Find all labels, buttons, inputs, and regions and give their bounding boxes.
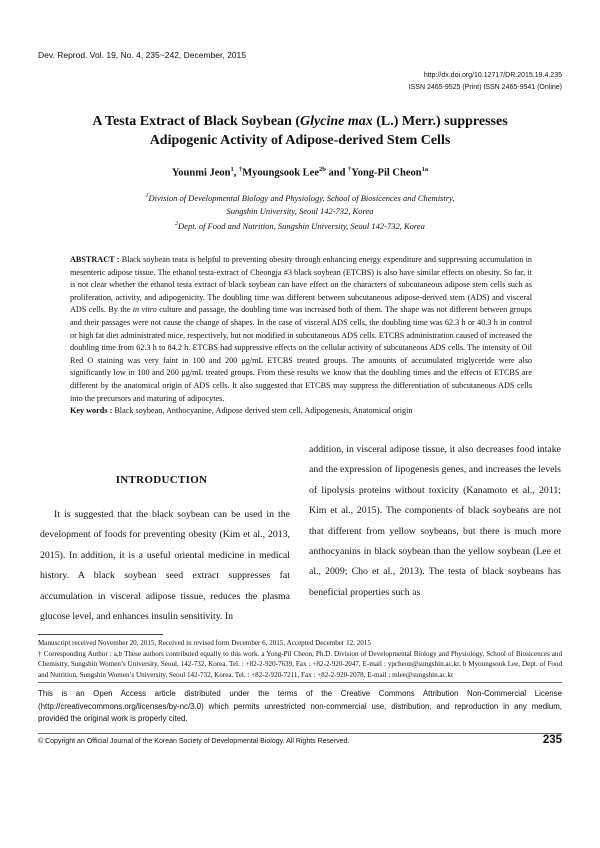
license-text: This is an Open Access article distributed under the terms of the Creative Commons Attribution Non-Commercial License (http://creativecommons.org/licenses/by-nc/3.0) which permits unrestricted non-commercial use, distribution, and reproduction in any medium, provided the original work is properly cited.: [38, 689, 562, 723]
author-3-sup: 1a: [421, 166, 429, 173]
affiliation-2-sup: 2: [175, 220, 179, 227]
author-1-sup: 1: [230, 166, 234, 173]
author-2-sup: 2b: [318, 166, 326, 173]
article-title: [40, 112, 560, 150]
abstract-body: [70, 254, 532, 405]
intro-left-column: It is suggested that the black soybean can be used in the development of foods for preventing obesity (Kim et al., 2013, 2015). In addition, it is a useful oriental medicine in medical history. A black soybean seed extract suppresses fat accumulation in visceral adipose tissue, reduces the plasma glucose level, and enhances insulin sensitivity. In: [40, 509, 290, 623]
affiliation-1: [40, 190, 560, 205]
copyright-notice: © Copyright an Official Journal of the Korean Society of Developmental Biology. All Rights Reserved.: [38, 738, 350, 745]
author-2: Myoungsook Lee: [242, 167, 319, 179]
author-2-dagger: †: [239, 166, 243, 173]
author-3-dagger: †: [348, 166, 352, 173]
keywords-label: Key words :: [70, 406, 113, 416]
page-number: 235: [542, 734, 562, 746]
affiliation-1-sup: 1: [145, 193, 149, 199]
footnotes: [38, 638, 562, 680]
journal-citation: Dev. Reprod. Vol. 19, No. 4, 235~242, December, 2015: [38, 50, 246, 60]
affiliation-2-text: Dept. of Food and Nutrition, Sungshin University, Seoul 142-732, Korea: [178, 220, 425, 231]
title-line2: Adipogenic Activity of Adipose-derived Stem Cells: [149, 133, 451, 148]
title-part1: A Testa Extract of Black Soybean (: [92, 114, 301, 129]
affiliations: [40, 190, 560, 233]
license-rule-bottom: [38, 733, 562, 734]
title-species: Glycine max: [300, 114, 373, 129]
section-heading-introduction: INTRODUCTION: [115, 474, 208, 486]
corresponding-author: † Corresponding Author : a,b These authors contributed equally to this work. a Yong-Pil Cheon, Ph.D. Division of Developmental Biology and Physiology, School of Biosicences and Chemistry, Sungshin Women’s University, Seoul, 142-732, Korea. Tel. : +82-2-920-7639, Fax : +82-2-920-2047, E-mail : ypcheon@sungshin.ac.kr, b Myoungsook Lee, Dept. of Food and Nutrition, Sungshin Women’s University, Seoul 142-732, Korea. Tel. : +82-2-920-7211, Fax : +82-2-920-2078, E-mail : mlee@sungshin.ac.kr: [38, 649, 562, 679]
abstract: [70, 254, 532, 418]
intro-right-column: addition, in visceral adipose tissue, it also decreases food intake and the expression of lipogenesis genes, and increases the levels of lipolysis proteins without toxicity (Kanamoto et al., 2011; Kim et al., 2015). The components of black soybeans are not that different from yellow soybeans, but there is much more anthocyanins in black soybean than the yellow soybean (Lee et al., 2009; Cho et al., 2013). The testa of black soybeans has beneficial properties such as: [309, 444, 561, 598]
affiliation-1-line1: Division of Developmental Biology and Physiology, School of Biosicences and Chemistry,: [148, 192, 455, 203]
keywords: [70, 405, 532, 418]
author-and: and: [325, 167, 349, 179]
author-1: Younmi Jeon: [171, 167, 231, 179]
author-3: Yong-Pil Cheon: [351, 167, 422, 179]
abstract-text-b: culture and passage, the doubling time was increased both of them. The shape was not different between groups and their passages were not cause the change of shapes. In the case of visceral ADS cells, the doubling time was 62.3 h or 40.3 h in control or high fat diet administrated mice, respectively, but not modified in subcutaneous ADS cells. ETCBS administration caused of increased the doubling time from 62.3 h to 84.2 h. ETCBS had suppressive effects on the cellular activity of subcutaneous ADS cells. The intensity of Oil Red O staining was very faint in 100 and 200 μg/mL ETCBS treated groups. The amounts of accumulated triglyceride were also significantly low in 100 and 200 μg/mL treated groups. From these results we know that the doubling times and the effects of ETCBS are different by the anatomical origin of ADS cells. It also suggested that ETCBS may suppress the differentiation of subcutaneous ADS cells into the precursors and maturing of adipocytes.: [70, 305, 532, 403]
author-list: Younmi Jeon$^1$, †Myoungsook Lee$^{2b}$ and †Yong-Pil Cheon$^{1a}$: [171, 166, 429, 179]
license-rule-top: [38, 682, 562, 683]
manuscript-dates: Manuscript received November 20, 2015, Received in revised form December 6, 2015, Accepted December 12, 2015: [38, 639, 371, 647]
title-part2: (L.) Merr.) suppresses: [372, 114, 508, 129]
abstract-in-vitro: in vitro: [132, 305, 157, 315]
doi-block: [409, 70, 562, 94]
keywords-text: Black soybean, Anthocyanine, Adipose derived stem cell, Adipogenesis, Anatomical origin: [112, 406, 413, 416]
issn-line: ISSN 2465-9525 (Print) ISSN 2465-9541 (Online): [408, 84, 562, 91]
affiliation-2: [40, 218, 560, 233]
affiliation-1-line2: Sungshin University, Seoul 142-732, Korea: [226, 205, 374, 216]
doi-link[interactable]: http://dx.doi.org/10.12717/DR.2015.19.4.235: [423, 72, 562, 79]
abstract-text-a: Black soybean teata is helpful to preventing obesity through enhancing energy expenditure and suppressing accumulation in mesenteric adipose tissue. The ethanol testa-extract of Cheongja #3 black soybean (ETCBS) is also have similar effects on obesity. So far, it is not clear whether the ethanol testa extract of black soybean can have effect on the characters of subcutaneous adipose stem cells such as proliferation, activity, and adipogenicity. The doubling time was different between subcutaneous adipose-derived stem (ADS) and visceral ADS cells. By the: [70, 255, 532, 315]
footnote-rule: [38, 634, 163, 635]
abstract-label: ABSTRACT :: [70, 255, 120, 264]
